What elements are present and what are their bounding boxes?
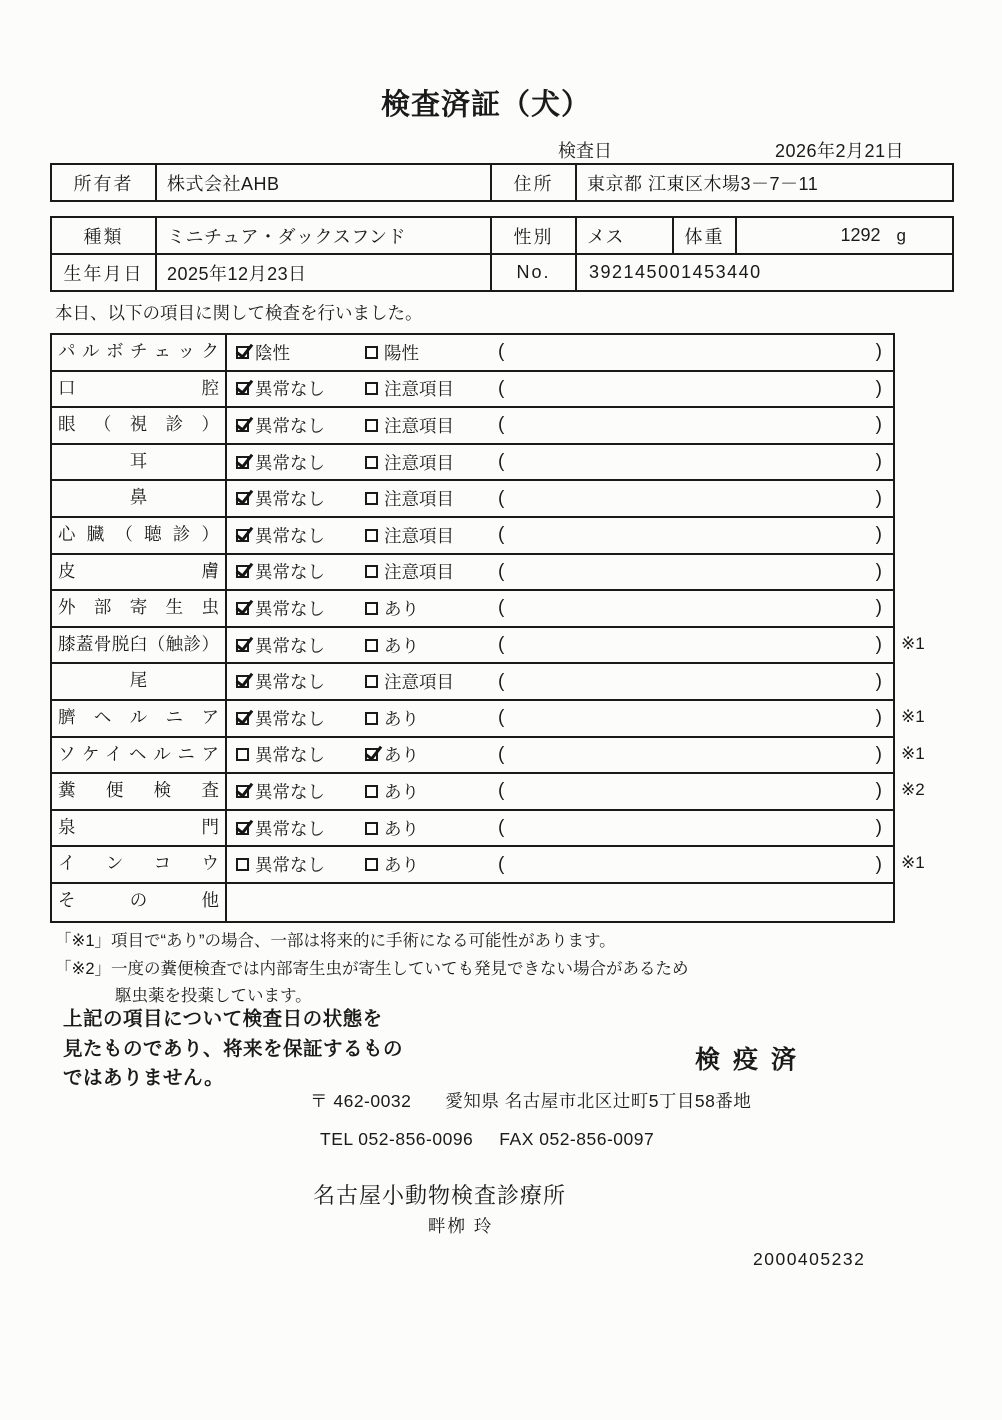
option-label: あり (384, 818, 419, 839)
footnote-mark: ※1 (901, 706, 925, 726)
exam-item-label: 鼻 (52, 481, 227, 516)
breed-value: ミニチュア・ダックスフンド (156, 217, 491, 254)
option-opt2 (365, 376, 498, 401)
checklist-row-options (227, 555, 893, 590)
breed-label: 種類 (51, 217, 156, 254)
checkbox-checked-icon (236, 382, 249, 395)
checklist-row-options (227, 701, 893, 736)
checklist-row-options (227, 408, 893, 443)
option-label: 注意項目 (384, 672, 454, 693)
checkbox-unchecked-icon (365, 346, 378, 359)
exam-item-label: 口腔 (52, 372, 227, 407)
checkbox-unchecked-icon (236, 748, 249, 761)
paren-close: ) (875, 377, 882, 399)
paren-open: ( (498, 414, 505, 436)
option-opt2 (365, 779, 498, 804)
option-opt1 (236, 852, 365, 877)
option-label: 異常なし (255, 598, 325, 619)
paren-close: ) (875, 451, 882, 473)
option-opt1 (236, 633, 365, 658)
checkbox-unchecked-icon (365, 858, 378, 871)
option-opt1 (236, 450, 365, 475)
paren-close: ) (875, 560, 882, 582)
option-opt1 (236, 376, 365, 401)
checklist-row-options (227, 481, 893, 516)
footnote-mark: ※1 (901, 743, 925, 763)
checkbox-checked-icon (236, 565, 249, 578)
option-label: 異常なし (255, 781, 325, 802)
option-label: 異常なし (255, 452, 325, 473)
option-opt1 (236, 816, 365, 841)
sex-value: メス (576, 217, 673, 254)
animal-table (50, 216, 954, 292)
checklist-row-options (227, 774, 893, 809)
checklist-row-options (227, 664, 893, 699)
option-label: 注意項目 (384, 489, 454, 510)
checklist-row (52, 774, 925, 811)
paren-open: ( (498, 341, 505, 363)
option-opt1 (236, 413, 365, 438)
option-label: 注意項目 (384, 562, 454, 583)
footnote-1: 「※1」項目で“あり”の場合、一部は将来的に手術になる可能性があります。 (55, 932, 616, 950)
clinic-fax: FAX 052-856-0097 (499, 1129, 655, 1149)
option-label: 陰性 (255, 342, 290, 363)
checklist-row (52, 664, 893, 701)
footnote-mark: ※1 (901, 853, 925, 873)
checklist-row (52, 445, 893, 482)
option-label: 異常なし (255, 855, 325, 876)
checkbox-unchecked-icon (365, 492, 378, 505)
option-label: あり (384, 708, 419, 729)
weight-unit: g (896, 226, 906, 245)
checklist-table (50, 333, 925, 923)
paren-close: ) (875, 414, 882, 436)
exam-item-label: その他 (52, 884, 227, 921)
paren-close: ) (875, 341, 882, 363)
paren-open: ( (498, 634, 505, 656)
paren-close: ) (875, 634, 882, 656)
checkbox-checked-icon (236, 639, 249, 652)
option-label: 異常なし (255, 745, 325, 766)
option-label: 注意項目 (384, 452, 454, 473)
exam-item-label: 皮膚 (52, 555, 227, 590)
checkbox-unchecked-icon (365, 785, 378, 798)
weight-label: 体重 (673, 217, 736, 254)
paren-close: ) (875, 780, 882, 802)
exam-item-label: インコウ (52, 847, 227, 882)
checklist-row (52, 811, 893, 848)
paren-open: ( (498, 670, 505, 692)
footnotes (55, 928, 689, 1011)
option-opt2 (365, 816, 498, 841)
checkbox-unchecked-icon (365, 639, 378, 652)
paren-close: ) (875, 487, 882, 509)
checkbox-unchecked-icon (365, 382, 378, 395)
paren-close: ) (875, 817, 882, 839)
paren-open: ( (498, 560, 505, 582)
checkbox-checked-icon (236, 456, 249, 469)
checkbox-checked-icon (236, 675, 249, 688)
owner-value: 株式会社AHB (156, 164, 491, 201)
option-opt1 (236, 340, 365, 365)
owner-label: 所有者 (51, 164, 156, 201)
checklist-row-options (227, 372, 893, 407)
weight-value-cell (736, 217, 953, 254)
option-label: 異常なし (255, 562, 325, 583)
option-opt2 (365, 486, 498, 511)
checklist-row (52, 518, 893, 555)
checkbox-unchecked-icon (236, 858, 249, 871)
footnote-2: 「※2」一度の糞便検査では内部寄生虫が寄生していても発見できない場合があるため (55, 959, 689, 978)
paren-close: ) (875, 524, 882, 546)
no-label: No. (491, 254, 576, 291)
option-opt1 (236, 779, 365, 804)
intro-text: 本日、以下の項目に関して検査を行いました。 (55, 303, 423, 323)
option-opt2 (365, 559, 498, 584)
paren-close: ) (875, 743, 882, 765)
disclaimer (63, 1005, 403, 1094)
option-opt1 (236, 669, 365, 694)
disclaimer-line-3: ではありません。 (63, 1067, 225, 1089)
option-label: あり (384, 855, 419, 876)
option-label: 異常なし (255, 818, 325, 839)
checklist-row-options (227, 335, 893, 370)
checklist-row-options (227, 738, 893, 773)
option-opt1 (236, 706, 365, 731)
inspection-date-label: 検査日 (558, 141, 612, 161)
footnote-2-continued: 駆虫薬を投薬しています。 (115, 987, 312, 1005)
option-opt1 (236, 559, 365, 584)
checkbox-checked-icon (236, 419, 249, 432)
option-label: あり (384, 635, 419, 656)
checkbox-unchecked-icon (365, 529, 378, 542)
veterinarian-name: 畔栁 玲 (428, 1216, 494, 1236)
checklist-row (52, 847, 925, 884)
option-label: 異常なし (255, 379, 325, 400)
option-label: 注意項目 (384, 415, 454, 436)
option-label: 陽性 (384, 342, 419, 363)
paren-open: ( (498, 780, 505, 802)
option-opt2 (365, 669, 498, 694)
option-label: 異常なし (255, 672, 325, 693)
paren-open: ( (498, 707, 505, 729)
option-label: 異常なし (255, 635, 325, 656)
checkbox-checked-icon (236, 712, 249, 725)
animal-row-1 (51, 217, 953, 254)
exam-item-label: パルボチェック (52, 335, 227, 370)
checkbox-checked-icon (236, 822, 249, 835)
paren-close: ) (875, 597, 882, 619)
paren-open: ( (498, 451, 505, 473)
owner-row (51, 164, 953, 201)
address-value: 東京都 江東区木場3－7－11 (576, 164, 953, 201)
option-label: 異常なし (255, 525, 325, 546)
checklist-row-options (227, 884, 893, 921)
exam-item-label: 眼（視診） (52, 408, 227, 443)
option-opt1 (236, 523, 365, 548)
checklist-row-options (227, 518, 893, 553)
inspection-date-value: 2026年2月21日 (775, 141, 905, 161)
option-opt2 (365, 852, 498, 877)
paren-close: ) (875, 853, 882, 875)
paren-open: ( (498, 853, 505, 875)
animal-row-2 (51, 254, 953, 291)
exam-item-label: ソケイヘルニア (52, 738, 227, 773)
checklist-row-options (227, 811, 893, 846)
exam-item-label: 尾 (52, 664, 227, 699)
checkbox-checked-icon (236, 529, 249, 542)
paren-open: ( (498, 524, 505, 546)
clinic-postal-code: 〒 462-0032 (310, 1091, 412, 1111)
sex-label: 性別 (491, 217, 576, 254)
serial-number: 2000405232 (753, 1249, 866, 1269)
clinic-tel-fax (320, 1129, 654, 1150)
option-opt2 (365, 706, 498, 731)
option-opt2 (365, 742, 498, 767)
checklist-row (52, 591, 893, 628)
paren-close: ) (875, 707, 882, 729)
exam-item-label: 膝蓋骨脱臼（触診） (52, 628, 227, 663)
checklist-row (52, 481, 893, 518)
exam-item-label: 泉門 (52, 811, 227, 846)
disclaimer-line-1: 上記の項目について検査日の状態を (63, 1008, 383, 1030)
exam-item-label: 耳 (52, 445, 227, 480)
option-opt1 (236, 596, 365, 621)
clinic-name: 名古屋小動物検査診療所 (313, 1183, 567, 1208)
checkbox-checked-icon (236, 346, 249, 359)
option-label: 異常なし (255, 708, 325, 729)
paren-open: ( (498, 377, 505, 399)
paren-open: ( (498, 487, 505, 509)
checkbox-unchecked-icon (365, 712, 378, 725)
checkbox-checked-icon (236, 492, 249, 505)
footnote-mark: ※1 (901, 633, 925, 653)
checkbox-checked-icon (236, 602, 249, 615)
option-opt2 (365, 523, 498, 548)
option-label: あり (384, 745, 419, 766)
checkbox-checked-icon (365, 748, 378, 761)
checklist-row-options (227, 591, 893, 626)
checklist-row (52, 701, 925, 738)
paren-open: ( (498, 817, 505, 839)
no-value: 392145001453440 (576, 254, 953, 291)
paren-open: ( (498, 743, 505, 765)
option-label: 異常なし (255, 415, 325, 436)
option-opt2 (365, 596, 498, 621)
clinic-tel: TEL 052-856-0096 (320, 1129, 474, 1149)
birth-label: 生年月日 (51, 254, 156, 291)
exam-item-label: 外部寄生虫 (52, 591, 227, 626)
exam-item-label: 心臓（聴診） (52, 518, 227, 553)
birth-value: 2025年12月23日 (156, 254, 491, 291)
checkbox-unchecked-icon (365, 456, 378, 469)
checkbox-unchecked-icon (365, 675, 378, 688)
paren-close: ) (875, 670, 882, 692)
option-label: 注意項目 (384, 525, 454, 546)
checkbox-unchecked-icon (365, 602, 378, 615)
checklist-row-options (227, 445, 893, 480)
option-opt2 (365, 633, 498, 658)
checklist-row (52, 335, 893, 372)
checkbox-unchecked-icon (365, 419, 378, 432)
clinic-address: 愛知県 名古屋市北区辻町5丁目58番地 (445, 1091, 752, 1111)
option-label: 異常なし (255, 489, 325, 510)
clinic-postal-address (310, 1088, 751, 1113)
checklist-row (52, 628, 925, 665)
checklist-row (52, 738, 925, 775)
option-opt1 (236, 486, 365, 511)
footnote-mark: ※2 (901, 780, 925, 800)
checklist-row (52, 555, 893, 592)
option-label: あり (384, 781, 419, 802)
checklist-row (52, 408, 893, 445)
option-label: 注意項目 (384, 379, 454, 400)
exam-item-label: 糞便検査 (52, 774, 227, 809)
option-opt2 (365, 413, 498, 438)
option-opt1 (236, 742, 365, 767)
option-opt2 (365, 340, 498, 365)
page-title: 検査済証（犬） (380, 89, 591, 121)
option-label: あり (384, 598, 419, 619)
checklist-row-options (227, 847, 893, 882)
option-opt2 (365, 450, 498, 475)
checklist-row (52, 372, 893, 409)
quarantine-completed-stamp: 検疫済 (695, 1046, 810, 1074)
checkbox-unchecked-icon (365, 565, 378, 578)
exam-item-label: 臍ヘルニア (52, 701, 227, 736)
weight-value: 1292 (840, 225, 881, 245)
checklist-row (52, 884, 893, 921)
checkbox-checked-icon (236, 785, 249, 798)
disclaimer-line-2: 見たものであり、将来を保証するもの (63, 1037, 404, 1060)
checkbox-unchecked-icon (365, 822, 378, 835)
checklist-row-options (227, 628, 893, 663)
paren-open: ( (498, 597, 505, 619)
address-label: 住所 (491, 164, 576, 201)
owner-table (50, 163, 954, 202)
